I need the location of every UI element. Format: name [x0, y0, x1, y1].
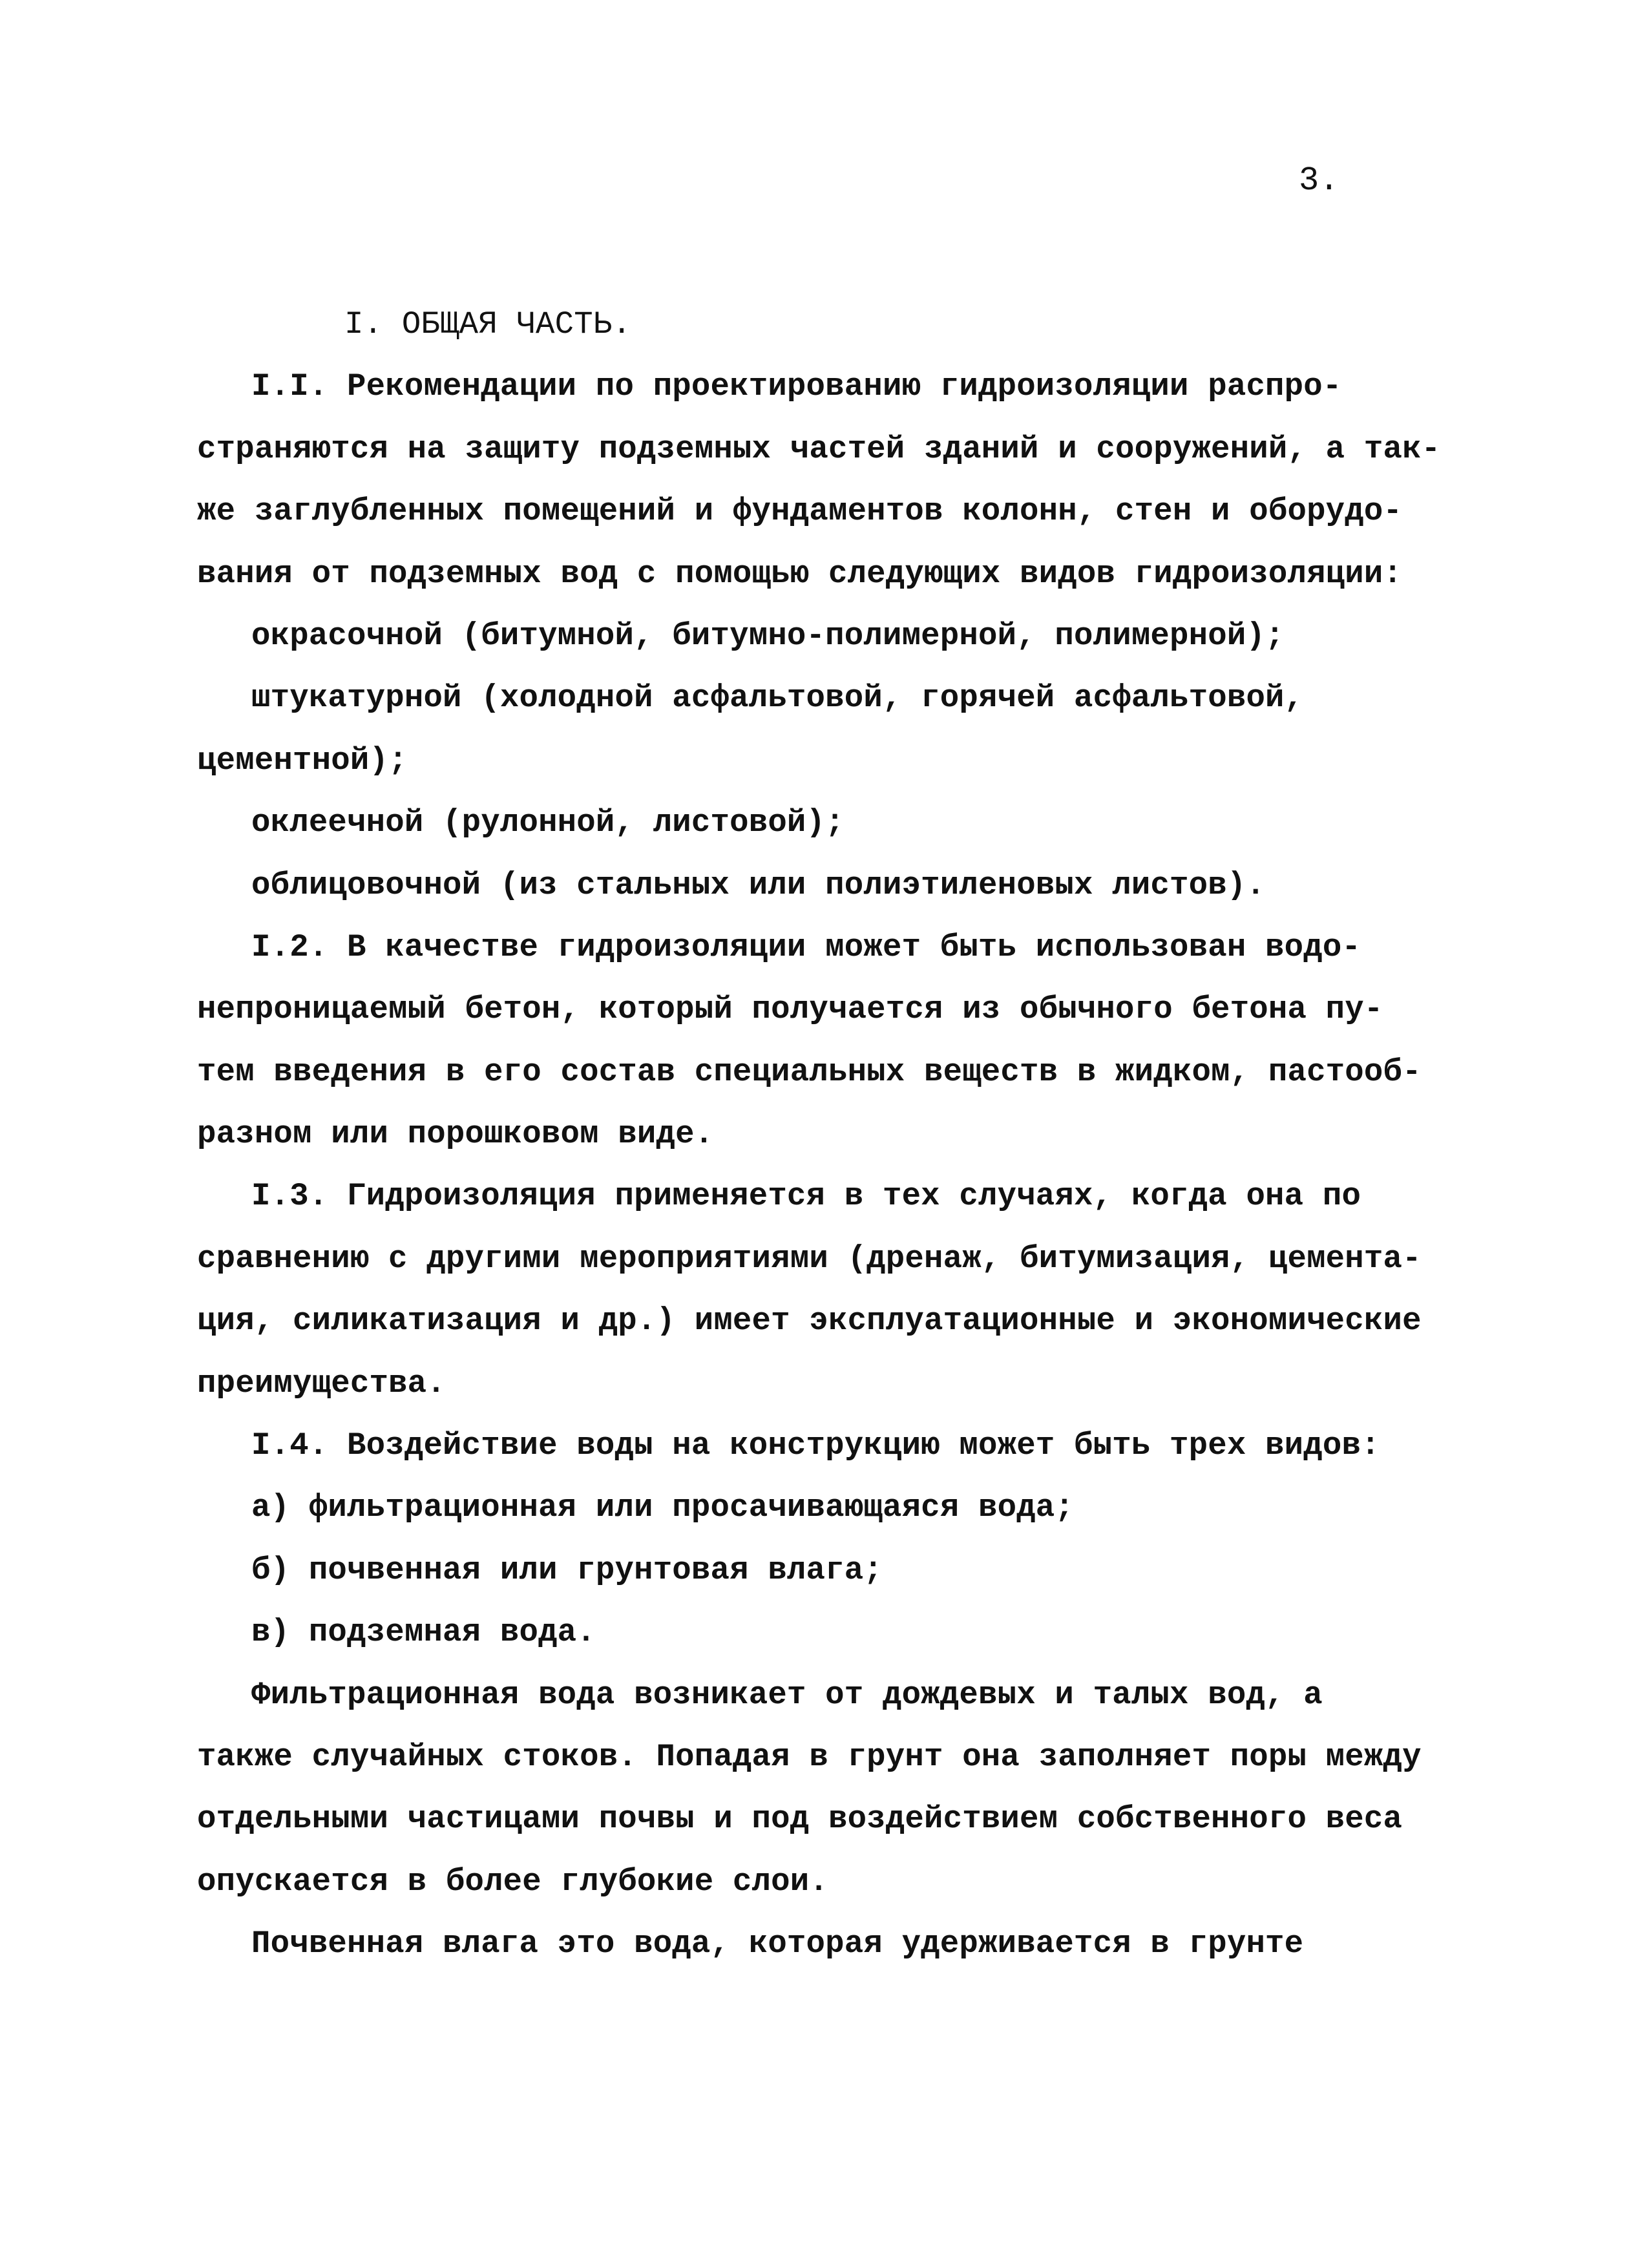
- paragraph-lines: [0, 355, 1649, 1975]
- text-line: сравнению с другими мероприятиями (дренаж, битумизация, цемента-: [197, 1240, 1422, 1277]
- text-line: Почвенная влага это вода, которая удерживается в грунте: [251, 1926, 1304, 1962]
- text-line: непроницаемый бетон, который получается из обычного бетона пу-: [197, 991, 1383, 1028]
- text-line: в) подземная вода.: [251, 1614, 596, 1651]
- page-number: 3.: [1299, 162, 1339, 200]
- section-heading: I. ОБЩАЯ ЧАСТЬ.: [344, 306, 632, 342]
- text-line: цементной);: [197, 742, 408, 779]
- text-line: I.I. Рекомендации по проектированию гидроизоляции распро-: [251, 368, 1342, 405]
- text-line: оклеечной (рулонной, листовой);: [251, 804, 845, 841]
- text-line: ция, силикатизация и др.) имеет эксплуатационные и экономические: [197, 1303, 1422, 1339]
- text-line: облицовочной (из стальных или полиэтиленовых листов).: [251, 866, 1266, 903]
- text-line: вания от подземных вод с помощью следующих видов гидроизоляции:: [197, 555, 1403, 592]
- text-line: окрасочной (битумной, битумно-полимерной, полимерной);: [251, 617, 1285, 654]
- text-line: также случайных стоков. Попадая в грунт она заполняет поры между: [197, 1738, 1422, 1775]
- text-line: тем введения в его состав специальных веществ в жидком, пастооб-: [197, 1053, 1422, 1090]
- text-line: преимущества.: [197, 1365, 446, 1402]
- text-line: а) фильтрационная или просачивающаяся вода;: [251, 1489, 1075, 1526]
- text-line: I.3. Гидроизоляция применяется в тех случаях, когда она по: [251, 1178, 1361, 1215]
- text-line: же заглубленных помещений и фундаментов колонн, стен и оборудо-: [197, 493, 1403, 530]
- text-line: I.4. Воздействие воды на конструкцию может быть трех видов:: [251, 1427, 1380, 1464]
- text-line: б) почвенная или грунтовая влага;: [251, 1551, 883, 1588]
- text-line: разном или порошковом виде.: [197, 1116, 714, 1153]
- text-line: штукатурной (холодной асфальтовой, горячей асфальтовой,: [251, 680, 1304, 717]
- text-line: страняются на защиту подземных частей зданий и сооружений, а так-: [197, 430, 1441, 467]
- text-line: I.2. В качестве гидроизоляции может быть использован водо-: [251, 929, 1361, 965]
- document-body: [0, 293, 1649, 1975]
- text-line: отдельными частицами почвы и под воздействием собственного веса: [197, 1801, 1403, 1838]
- text-line: Фильтрационная вода возникает от дождевых и талых вод, а: [251, 1676, 1323, 1713]
- text-line: опускается в более глубокие слои.: [197, 1863, 828, 1900]
